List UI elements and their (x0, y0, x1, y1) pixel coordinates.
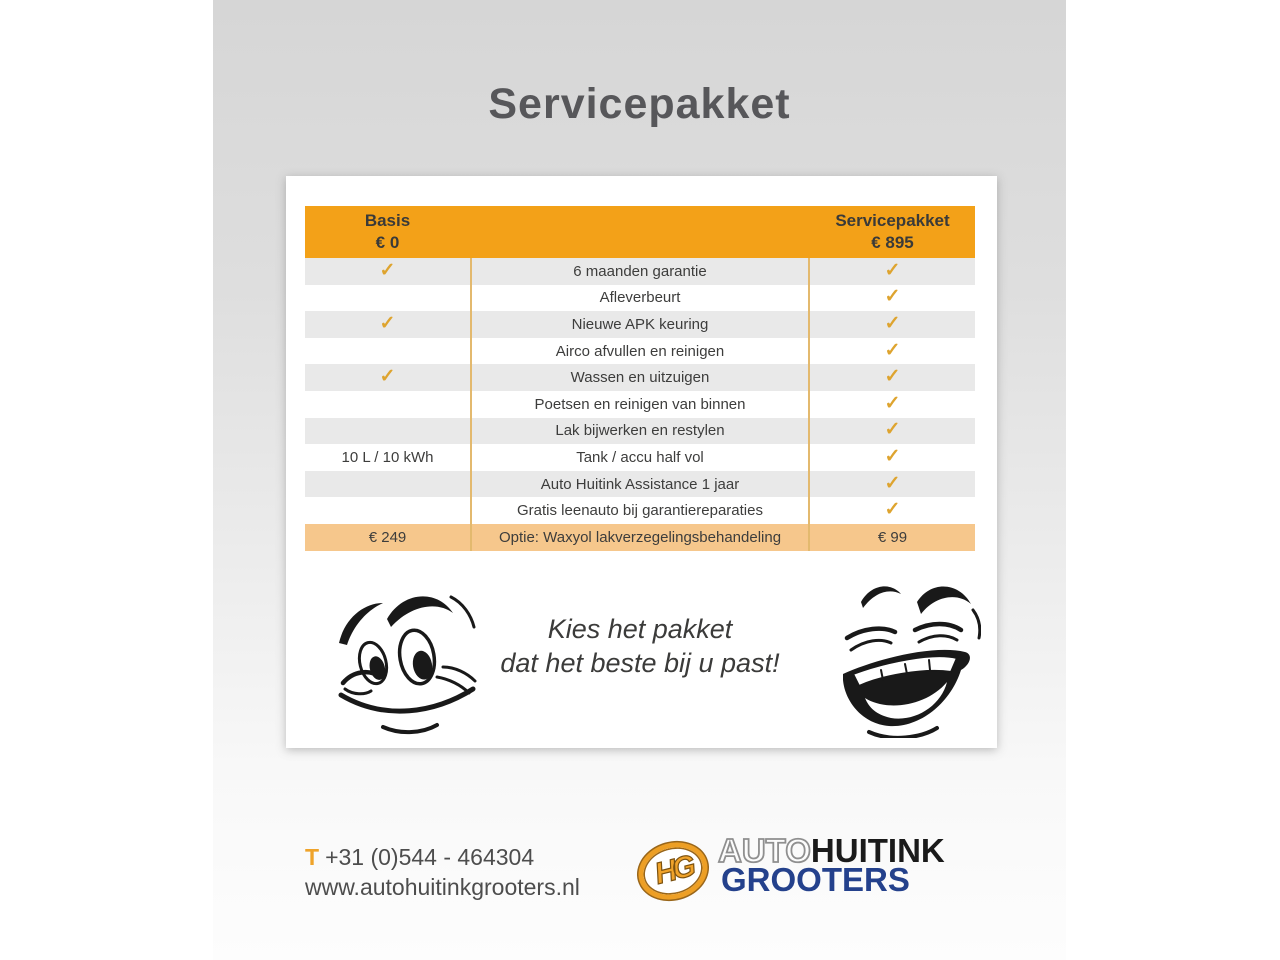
feature-cell: Poetsen en reinigen van binnen (470, 391, 810, 418)
pakket-cell: € 99 (877, 528, 908, 546)
check-icon: ✓ (884, 419, 901, 441)
pakket-cell (810, 285, 975, 312)
pakket-cell (810, 311, 975, 338)
check-icon: ✓ (379, 312, 396, 334)
logo-word-grooters: GROOTERS (721, 861, 910, 898)
basis-cell: 10 L / 10 kWh (341, 448, 434, 466)
phone-line (305, 842, 580, 872)
basis-cell (305, 338, 470, 365)
basis-label: Basis (364, 210, 411, 230)
pakket-cell (810, 444, 975, 471)
header-servicepakket (810, 206, 975, 258)
basis-cell (305, 311, 470, 338)
logo-oval-icon (632, 834, 715, 907)
table-row (305, 311, 975, 338)
logo-wordmark (718, 832, 945, 898)
website-url: www.autohuitinkgrooters.nl (305, 874, 580, 900)
table-header (305, 206, 975, 258)
page-title: Servicepakket (488, 80, 791, 128)
table-row (305, 338, 975, 365)
pakket-cell (810, 391, 975, 418)
check-icon: ✓ (884, 445, 901, 467)
laughing-face-right-illustration (833, 580, 981, 738)
feature-cell: Tank / accu half vol (470, 444, 810, 471)
basis-cell (305, 471, 470, 498)
feature-cell: 6 maanden garantie (470, 258, 810, 285)
header-spacer (470, 206, 810, 258)
logo-monogram: HG (650, 850, 695, 892)
tagline-line1: Kies het pakket (547, 614, 733, 644)
basis-cell (305, 418, 470, 445)
pakket-cell (810, 497, 975, 524)
check-icon: ✓ (379, 366, 396, 388)
basis-cell: € 249 (368, 528, 407, 546)
comparison-card (286, 176, 997, 748)
check-icon: ✓ (379, 259, 396, 281)
check-icon: ✓ (884, 312, 901, 334)
table-row (305, 258, 975, 285)
logo-word-auto: AUTO (718, 832, 811, 869)
basis-cell (305, 497, 470, 524)
dealer-logo (634, 832, 979, 906)
tagline (440, 612, 840, 680)
feature-cell: Afleverbeurt (470, 285, 810, 312)
basis-cell (305, 364, 470, 391)
basis-cell (305, 258, 470, 285)
feature-cell: Wassen en uitzuigen (470, 364, 810, 391)
logo-word-huitink: HUITINK (810, 832, 945, 869)
basis-cell (305, 285, 470, 312)
table-body (305, 258, 975, 551)
pakket-cell (810, 258, 975, 285)
phone-number: +31 (0)544 - 464304 (325, 844, 535, 870)
check-icon: ✓ (884, 339, 901, 361)
table-row (305, 524, 975, 551)
feature-cell: Optie: Waxyol lakverzegelingsbehandeling (470, 524, 810, 551)
tagline-line2: dat het beste bij u past! (500, 648, 780, 678)
table-row (305, 391, 975, 418)
pakket-cell (810, 471, 975, 498)
basis-cell (305, 391, 470, 418)
table-row (305, 285, 975, 312)
check-icon: ✓ (884, 259, 901, 281)
table-row (305, 418, 975, 445)
pakket-cell (810, 364, 975, 391)
table-row (305, 444, 975, 471)
table-row (305, 497, 975, 524)
footer-contact (305, 842, 580, 902)
package-table (305, 206, 975, 551)
check-icon: ✓ (884, 286, 901, 308)
feature-cell: Lak bijwerken en restylen (470, 418, 810, 445)
check-icon: ✓ (884, 366, 901, 388)
basis-price: € 0 (375, 233, 400, 252)
table-row (305, 364, 975, 391)
phone-label: T (305, 844, 320, 870)
pakket-cell (810, 338, 975, 365)
check-icon: ✓ (884, 499, 901, 521)
feature-cell: Nieuwe APK keuring (470, 311, 810, 338)
servicepakket-price: € 895 (871, 233, 914, 252)
feature-cell: Airco afvullen en reinigen (470, 338, 810, 365)
pakket-cell (810, 418, 975, 445)
feature-cell: Gratis leenauto bij garantiereparaties (470, 497, 810, 524)
table-row (305, 471, 975, 498)
servicepakket-label: Servicepakket (835, 210, 950, 230)
feature-cell: Auto Huitink Assistance 1 jaar (470, 471, 810, 498)
header-basis (305, 206, 470, 258)
check-icon: ✓ (884, 392, 901, 414)
check-icon: ✓ (884, 472, 901, 494)
